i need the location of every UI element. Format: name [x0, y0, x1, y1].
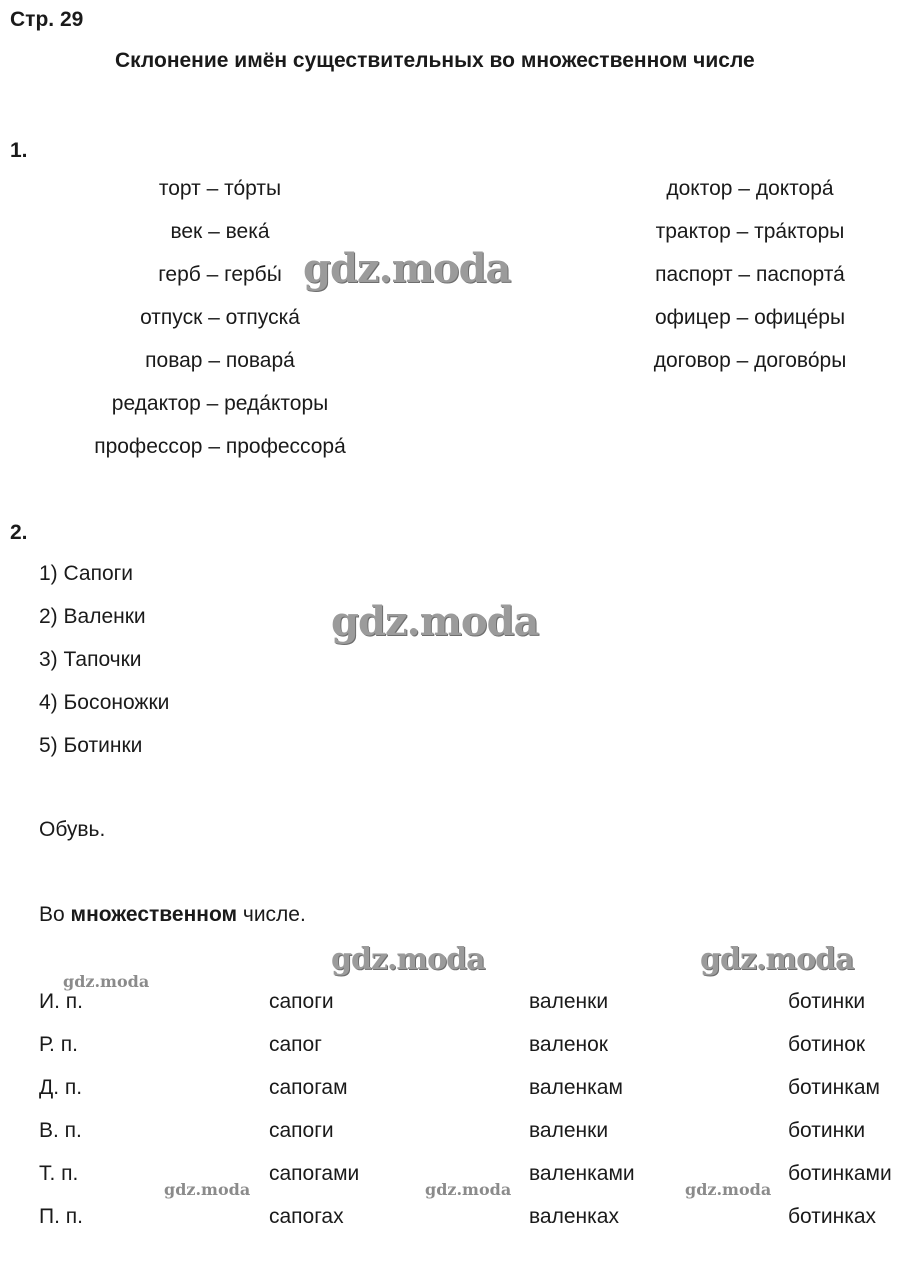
table-cell: сапогами — [269, 1162, 360, 1185]
table-cell: валенкам — [529, 1076, 623, 1099]
table-cell: сапогах — [269, 1205, 344, 1228]
case-label: Т. п. — [39, 1162, 79, 1185]
table-cell: ботинками — [788, 1162, 892, 1185]
table-row — [39, 1075, 919, 1118]
table-cell: ботинок — [788, 1033, 866, 1056]
watermark: gdz.moda — [164, 1180, 251, 1199]
table-cell: валенках — [529, 1205, 619, 1228]
plural-bold: множественном — [70, 903, 238, 926]
table-row — [39, 1032, 919, 1075]
table-cell: сапог — [269, 1033, 322, 1056]
watermark: gdz.moda — [63, 972, 150, 991]
table-cell: ботинкам — [788, 1076, 880, 1099]
table-cell: сапогам — [269, 1076, 348, 1099]
word-pair: повар – повара́ — [145, 349, 295, 372]
case-label: Р. п. — [39, 1033, 78, 1056]
plural-sentence — [39, 903, 306, 927]
table-row — [39, 1204, 919, 1247]
word-pair: век – века́ — [170, 220, 270, 243]
task-1-right-column — [610, 176, 890, 391]
word-pair: торт – то́рты — [158, 177, 282, 200]
watermark: gdz.moda — [425, 1180, 512, 1199]
table-cell: ботинки — [788, 990, 866, 1013]
word-pair: герб – гербы́ — [158, 263, 282, 286]
declension-table — [39, 989, 919, 1247]
case-label: И. п. — [39, 990, 83, 1013]
watermark: gdz.moda — [700, 942, 854, 977]
word-pair: отпуск – отпуска́ — [140, 306, 300, 329]
list-item: 4) Босоножки — [39, 691, 170, 714]
answer-text: Обувь. — [39, 818, 106, 841]
watermark: gdz.moda — [331, 598, 539, 645]
word-pair: трактор – тра́кторы — [655, 220, 845, 243]
plural-suffix: числе. — [237, 903, 306, 926]
task-1-left-column — [60, 176, 380, 477]
page-title: Склонение имён существительных во множественном числе — [115, 49, 755, 72]
list-item: 5) Ботинки — [39, 734, 143, 757]
word-pair: офицер – офице́ры — [654, 306, 846, 329]
list-item: 1) Сапоги — [39, 562, 134, 585]
task-2-number: 2. — [10, 521, 28, 544]
word-pair: профессор – профессора́ — [94, 435, 346, 458]
table-cell: ботинках — [788, 1205, 877, 1228]
word-pair: редактор – реда́кторы — [111, 392, 329, 415]
word-pair: договор – догово́ры — [653, 349, 847, 372]
case-label: Д. п. — [39, 1076, 83, 1099]
word-pair: доктор – доктора́ — [666, 177, 834, 200]
table-cell: сапоги — [269, 990, 334, 1013]
page-number: Стр. 29 — [10, 8, 84, 31]
table-cell: валенками — [529, 1162, 635, 1185]
table-cell: валенки — [529, 1119, 609, 1142]
list-item: 2) Валенки — [39, 605, 146, 628]
table-cell: сапоги — [269, 1119, 334, 1142]
table-row — [39, 1118, 919, 1161]
list-item: 3) Тапочки — [39, 648, 142, 671]
task-2-list — [39, 561, 169, 776]
watermark: gdz.moda — [331, 942, 485, 977]
watermark: gdz.moda — [685, 1180, 772, 1199]
table-cell: валенок — [529, 1033, 608, 1056]
case-label: В. п. — [39, 1119, 82, 1142]
watermark: gdz.moda — [303, 245, 511, 292]
table-row — [39, 989, 919, 1032]
table-cell: валенки — [529, 990, 609, 1013]
word-pair: паспорт – паспорта́ — [655, 263, 845, 286]
case-label: П. п. — [39, 1205, 83, 1228]
plural-prefix: Во — [39, 903, 71, 926]
task-1-number: 1. — [10, 139, 28, 162]
table-cell: ботинки — [788, 1119, 866, 1142]
